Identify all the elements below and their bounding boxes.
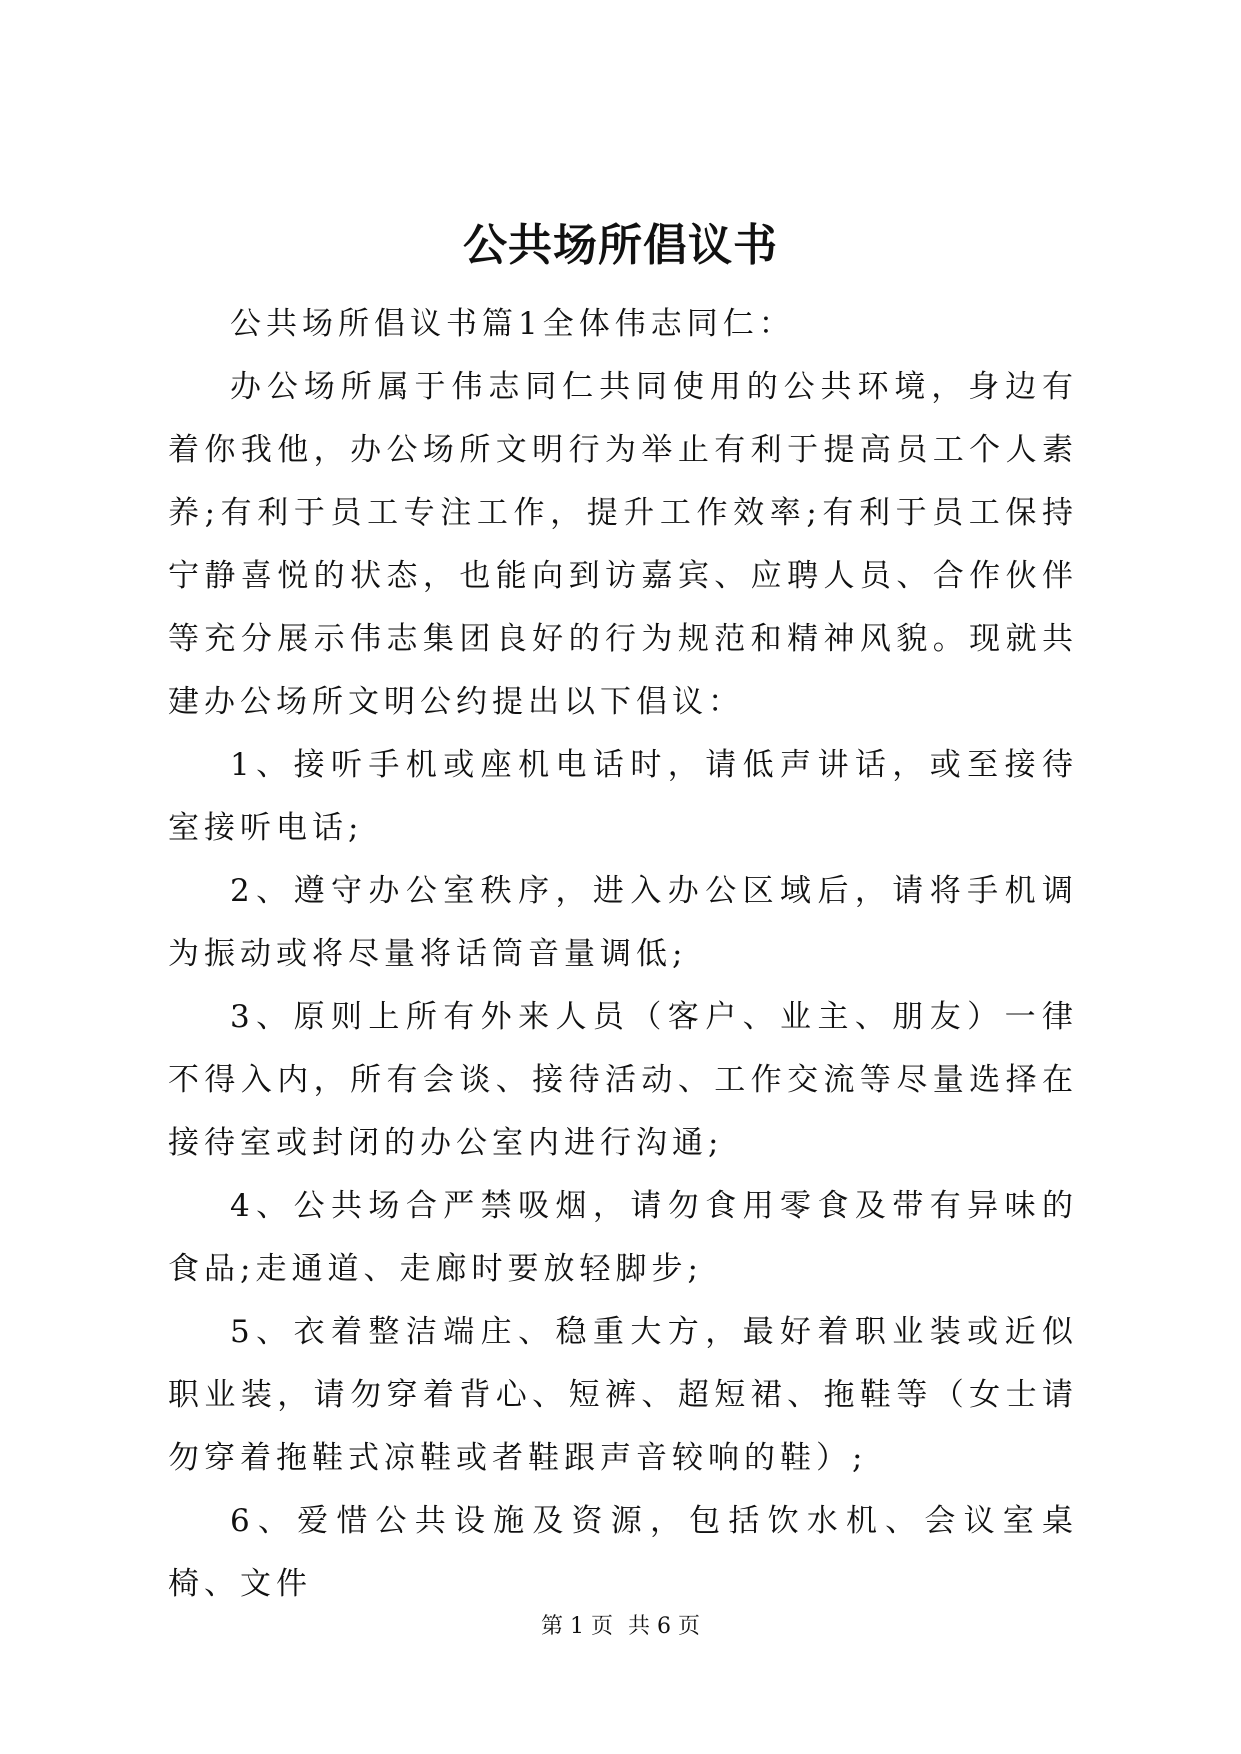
paragraph-item-6: 6、爱惜公共设施及资源，包括饮水机、会议室桌椅、文件 <box>168 1503 1078 1602</box>
paragraph-greeting: 公共场所倡议书篇1全体伟志同仁： <box>230 306 795 342</box>
page-footer <box>0 1612 1241 1642</box>
document-title: 公共场所倡议书 <box>463 220 778 271</box>
paragraph-item-4: 4、公共场合严禁吸烟，请勿食用零食及带有异味的食品;走通道、走廊时要放轻脚步; <box>168 1188 1078 1287</box>
paragraph-item-5: 5、衣着整洁端庄、稳重大方，最好着职业装或近似职业装，请勿穿着背心、短裤、超短裙、拖鞋等（女士请勿穿着拖鞋式凉鞋或者鞋跟声音较响的鞋）; <box>168 1314 1078 1476</box>
document-body <box>168 293 1078 1616</box>
page-total: 共 6 页 <box>628 1614 700 1639</box>
paragraph-item-3: 3、原则上所有外来人员（客户、业主、朋友）一律不得入内，所有会谈、接待活动、工作交流等尽量选择在接待室或封闭的办公室内进行沟通; <box>168 999 1078 1161</box>
page-number: 第 1 页 <box>541 1614 613 1639</box>
paragraph-intro: 办公场所属于伟志同仁共同使用的公共环境，身边有着你我他，办公场所文明行为举止有利于提高员工个人素养;有利于员工专注工作，提升工作效率;有利于员工保持宁静喜悦的状态，也能向到访嘉宾、应聘人员、合作伙伴等充分展示伟志集团良好的行为规范和精神风貌。现就共建办公场所文明公约提出以下倡议： <box>168 369 1078 720</box>
paragraph-item-2: 2、遵守办公室秩序，进入办公区域后，请将手机调为振动或将尽量将话筒音量调低; <box>168 873 1078 972</box>
paragraph-item-1: 1、接听手机或座机电话时，请低声讲话，或至接待室接听电话; <box>168 747 1078 846</box>
